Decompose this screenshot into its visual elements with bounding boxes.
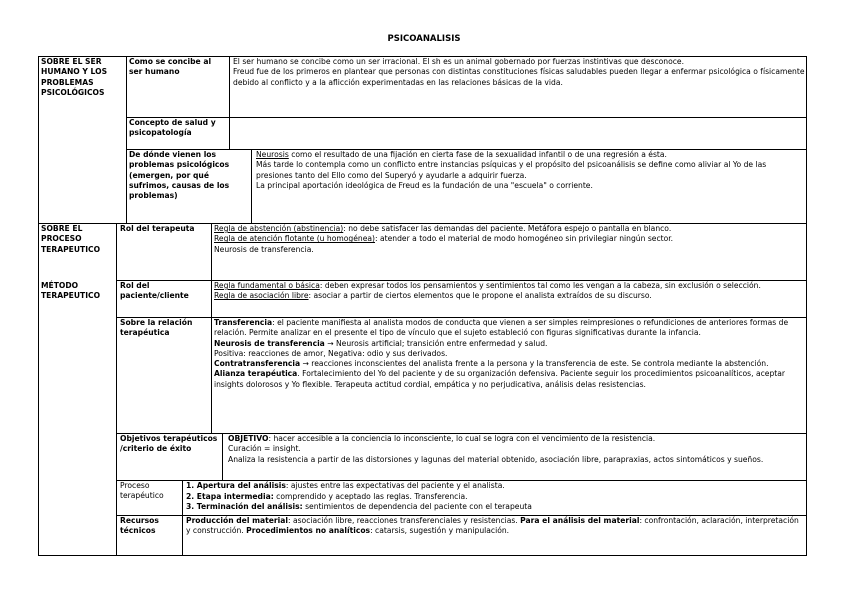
row-label-objetivos: Objetivos terapéuticos /criterio de éxito xyxy=(120,434,218,454)
section-label-ser-humano: SOBRE EL SER HUMANO Y LOS PROBLEMAS PSICOLÓGICOS xyxy=(41,57,108,97)
objetivos-text: OBJETIVO: hacer accesible a la conciencia lo inconsciente, lo cual se logra con el vencimiento de la resistencia. Curación = insight. Analiza la resistencia a partir de las distorsiones y lagunas del material obtenido, asociación libre, parapraxias, actos sintomáticos y sueños. xyxy=(228,434,764,464)
alianza-terapeutica-term: Alianza terapéutica xyxy=(214,369,298,379)
neurosis-transferencia-term: Neurosis de transferencia xyxy=(214,338,325,348)
recursos-text: Producción del material: asociación libre, reacciones transferenciales y resistencias. Para el análisis del material: confrontación, aclaración, interpretación y construcción. Procedimientos no analíticos: catarsis, sugestión y manipulación. xyxy=(186,516,799,536)
section-label-metodo: MÉTODO TERAPEUTICO xyxy=(41,281,101,301)
concepcion-text xyxy=(233,57,805,88)
produccion-material-term: Producción del material xyxy=(186,516,288,525)
regla-abstencion-term: Regla de abstención (abstinencia) xyxy=(214,224,344,233)
section-label-proceso: SOBRE EL PROCESO TERAPEUTICO xyxy=(41,224,101,254)
terminacion-term: 3. Terminación del análisis: xyxy=(186,502,303,511)
analisis-material-term: Para el análisis del material xyxy=(520,516,640,525)
origen-problemas-text: Neurosis como el resultado de una fijación en cierta fase de la sexualidad infantil o de una regresión a ésta. Más tarde lo contempla como un conflicto entre instancias psíquicas y el propósito del psicoanálisis se define como aliviar al Yo de las presiones tanto del Ello como del Superyó y ayudarle a adquirir fuerza. La principal aportación ideológica de Freud es la fundación de una "escuela" o corriente. xyxy=(256,150,767,190)
etapa-intermedia-term: 2. Etapa intermedia: xyxy=(186,491,274,501)
regla-fundamental-term: Regla fundamental o básica xyxy=(214,281,320,290)
rol-paciente-text: Regla fundamental o básica: deben expresar todos los pensamientos y sentimientos tal como les vengan a la cabeza, sin exclusión o selección. Regla de asociación libre: asociar a partir de ciertos elementos que le propone el analista extraídos de su discurso. xyxy=(214,281,761,301)
row-label-relacion: Sobre la relación terapéutica xyxy=(120,318,193,338)
proceso-text: 1. Apertura del análisis: ajustes entre las expectativas del paciente y el analista. 2. Etapa intermedia: comprendido y aceptado las reglas. Transferencia. 3. Terminación del análisis: sentimientos de dependencia del paciente con el terapeuta xyxy=(186,481,532,511)
row-label-concepcion: Como se concibe al ser humano xyxy=(129,57,212,77)
row-label-rol-paciente: Rol del paciente/cliente xyxy=(120,281,189,301)
relacion-text: Transferencia: el paciente manifiesta al analista modos de conducta que vienen a ser simples reimpresiones o refundiciones de anteriores formas de relación. Permite analizar en el presente el tipo de vínculo que el sujeto estableció con figuras significativas durante la infancia. Neurosis de transferencia → Neurosis artificial; transición entre enfermedad y salud. Positiva: reacciones de amor, Negativa: odio y sus derivados. Contratransferencia → reacciones inconscientes del analista frente a la persona y la transferencia de este. Se controla mediante la abstención. Alianza terapéutica. Fortalecimiento del Yo del paciente y de su organización defensiva. Paciente seguir los procedimientos psicoanalíticos, aceptar insights dolorosos y Yo flexible. Terapeuta actitud cordial, empática y no perjudicativa, análisis delas resistencias. xyxy=(214,318,789,389)
concepcion-paragraph-2: Freud fue de los primeros en plantear que personas con distintas constituciones físicas saludables pueden llegar a enfermar psicológica o físicamente debido al conflicto y a la aflicción experimentadas en las relaciones básicas de la vida. xyxy=(233,67,805,87)
regla-asociacion-term: Regla de asociación libre xyxy=(214,291,309,301)
row-label-proceso: Proceso terapéutico xyxy=(120,481,164,501)
rol-terapeuta-text: Regla de abstención (abstinencia): no debe satisfacer las demandas del paciente. Metáfora espejo o pantalla en blanco. Regla de atención flotante (u homogénea): atender a todo el material de modo homogéneo sin privilegiar ningún sector. Neurosis de transferencia. xyxy=(214,224,674,254)
regla-atencion-term: Regla de atención flotante (u homogénea) xyxy=(214,234,376,244)
neurosis-term: Neurosis xyxy=(256,150,289,159)
row-label-recursos: Recursos técnicos xyxy=(120,516,159,536)
apertura-term: 1. Apertura del análisis xyxy=(186,481,286,490)
row-label-origen-problemas: De dónde vienen los problemas psicológicos (emergen, por qué sufrimos, causas de los problemas) xyxy=(129,150,230,201)
row-label-rol-terapeuta: Rol del terapeuta xyxy=(120,224,195,233)
contratransferencia-term: Contratransferencia xyxy=(214,359,301,369)
page-title: PSICOANALISIS xyxy=(387,34,461,44)
row-label-salud: Concepto de salud y psicopatología xyxy=(129,118,216,138)
concepcion-paragraph-1: El ser humano se concibe como un ser irracional. El sh es un animal gobernado por fuerzas instintivas que desconoce. xyxy=(233,57,685,66)
objetivo-term: OBJETIVO xyxy=(228,434,269,443)
transferencia-term: Transferencia xyxy=(214,318,273,327)
no-analiticos-term: Procedimientos no analíticos xyxy=(246,526,371,536)
